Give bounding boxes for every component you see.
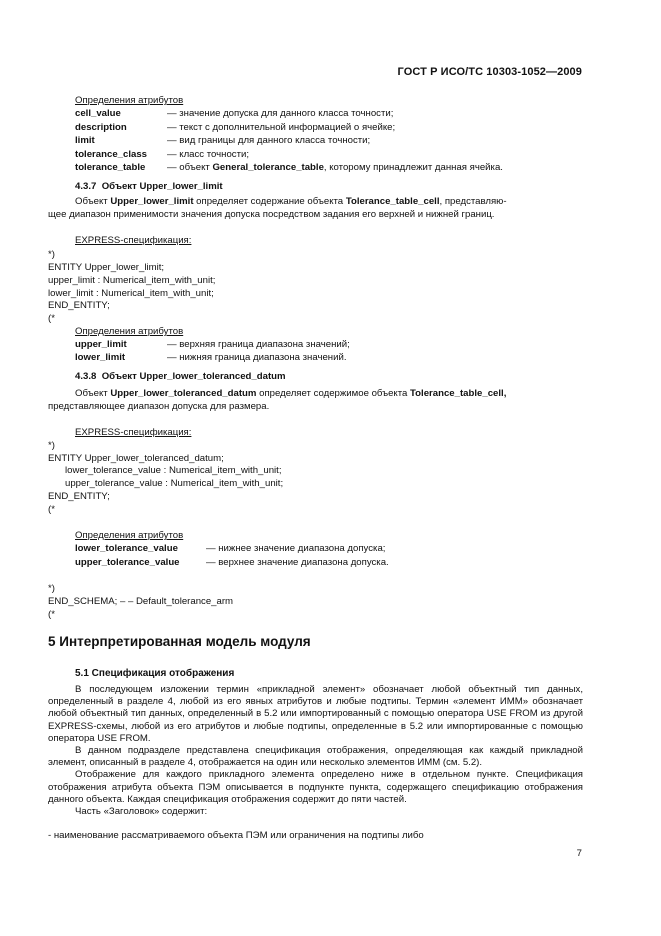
attr-name: description (75, 122, 127, 133)
page-number: 7 (576, 848, 582, 859)
code-line: (* (48, 313, 55, 324)
paragraph: В последующем изложении термин «прикладной элемент» обозначает любой объектный тип данных, определенный в разделе 4, любой из его явных атрибутов и любые подтипы. Термин «элемент ИММ» обозначает любой объектный тип данных, определенный в 5.2 или импортированный с помощью оператора USE FROM из другой EXPRESS-схемы, любой из его атрибутов и любые подтипы, определенные в 5.2 или импортированные с помощью оператора USE FROM. (48, 684, 583, 744)
code-line: END_ENTITY; (48, 300, 110, 311)
attr-row (75, 543, 385, 555)
express-spec-label: EXPRESS-спецификация: (75, 235, 192, 246)
section-4-3-8-para-line1 (75, 388, 506, 400)
para-text: определяет содержимое объекта (256, 388, 411, 399)
code-line: *) (48, 249, 55, 260)
attr-row (75, 135, 370, 147)
attr-desc: — вид границы для данного класса точности; (167, 135, 371, 146)
code-line: (* (48, 504, 55, 515)
document-code: ГОСТ Р ИСО/ТС 10303-1052—2009 (397, 66, 582, 78)
code-line: upper_limit : Numerical_item_with_unit; (48, 275, 216, 286)
code-line: lower_limit : Numerical_item_with_unit; (48, 288, 214, 299)
para-text: определяет содержание объекта (193, 196, 346, 207)
para-ref: Tolerance_table_cell, (410, 388, 507, 399)
para-object: Upper_lower_limit (110, 196, 194, 207)
section-title: Объект Upper_lower_limit (101, 181, 223, 192)
paragraph: Часть «Заголовок» содержит: (75, 806, 208, 818)
attr-desc: — верхнее значение диапазона допуска. (206, 557, 389, 568)
section-number: 4.3.7 (75, 181, 97, 192)
code-line: ENTITY Upper_lower_toleranced_datum; (48, 453, 224, 464)
attr-definitions-heading: Определения атрибутов (75, 326, 184, 337)
attr-desc: — текст с дополнительной информацией о ячейке; (167, 122, 396, 133)
para-ref: Tolerance_table_cell (345, 196, 440, 207)
attr-row (75, 352, 347, 364)
attr-row (75, 149, 249, 161)
section-4-3-7-para-line2: щее диапазон применимости значения допуска посредством задания его верхней и нижней границ. (48, 209, 495, 220)
attr-definitions-heading: Определения атрибутов (75, 95, 184, 106)
attr-row (75, 162, 503, 174)
attr-name: lower_limit (75, 352, 126, 363)
attr-row (75, 557, 389, 569)
attr-name: tolerance_table (75, 162, 146, 173)
attr-name: tolerance_class (75, 149, 147, 160)
attr-desc: — нижняя граница диапазона значений. (167, 352, 347, 363)
section-4-3-8-heading (75, 371, 286, 383)
attr-desc-prefix: — объект (167, 162, 213, 173)
attr-name: upper_tolerance_value (75, 557, 180, 568)
code-line: *) (48, 583, 55, 594)
paragraph: Отображение для каждого прикладного элемента определено ниже в отдельном пункте. Спецификация отображения атрибута объекта ПЭМ описывается в подпункте пункта, содержащего спецификацию отображения данного объекта. Каждая спецификация отображения содержит до пяти частей. (48, 769, 583, 805)
attr-name: limit (75, 135, 95, 146)
attr-desc-bold: General_tolerance_table (212, 162, 324, 173)
code-line: (* (48, 609, 55, 620)
section-4-3-7-para-line1 (75, 196, 507, 208)
para-object: Upper_lower_toleranced_datum (110, 388, 257, 399)
attr-row (75, 122, 395, 134)
attr-definitions-heading: Определения атрибутов (75, 530, 184, 541)
code-line: *) (48, 440, 55, 451)
attr-row (75, 108, 393, 120)
section-5-1-body (48, 684, 583, 818)
section-number: 4.3.8 (75, 371, 97, 382)
attr-row (75, 339, 350, 351)
section-4-3-8-para-line2: представляющее диапазон допуска для размера. (48, 401, 270, 412)
attr-desc: — класс точности; (167, 149, 250, 160)
para-text: Объект (75, 196, 111, 207)
section-5-1-heading: 5.1 Спецификация отображения (75, 668, 235, 679)
para-text: Объект (75, 388, 111, 399)
code-line: ENTITY Upper_lower_limit; (48, 262, 165, 273)
section-title: Объект Upper_lower_toleranced_datum (101, 371, 286, 382)
code-line: lower_tolerance_value : Numerical_item_with_unit; (65, 465, 282, 476)
attr-name: cell_value (75, 108, 121, 119)
attr-desc-suffix: , которому принадлежит данная ячейка. (323, 162, 503, 173)
code-line: END_ENTITY; (48, 491, 110, 502)
code-line: upper_tolerance_value : Numerical_item_with_unit; (65, 478, 284, 489)
code-line: END_SCHEMA; – – Default_tolerance_arm (48, 596, 234, 607)
attr-name: upper_limit (75, 339, 127, 350)
section-4-3-7-heading (75, 181, 223, 193)
attr-desc: — нижнее значение диапазона допуска; (206, 543, 386, 554)
attr-name: lower_tolerance_value (75, 543, 178, 554)
section-5-heading: 5 Интерпретированная модель модуля (48, 634, 311, 649)
para-text: , представляю- (439, 196, 507, 207)
attr-desc: — значение допуска для данного класса точности; (167, 108, 394, 119)
paragraph: В данном подразделе представлена спецификация отображения, определяющая как каждый прикладной элемент, описанный в разделе 4, отображается на один или несколько элементов ИММ (см. 5.2). (48, 745, 583, 769)
list-item: - наименование рассматриваемого объекта ПЭМ или ограничения на подтипы либо (48, 830, 424, 841)
attr-desc: — верхняя граница диапазона значений; (167, 339, 350, 350)
express-spec-label: EXPRESS-спецификация: (75, 427, 192, 438)
